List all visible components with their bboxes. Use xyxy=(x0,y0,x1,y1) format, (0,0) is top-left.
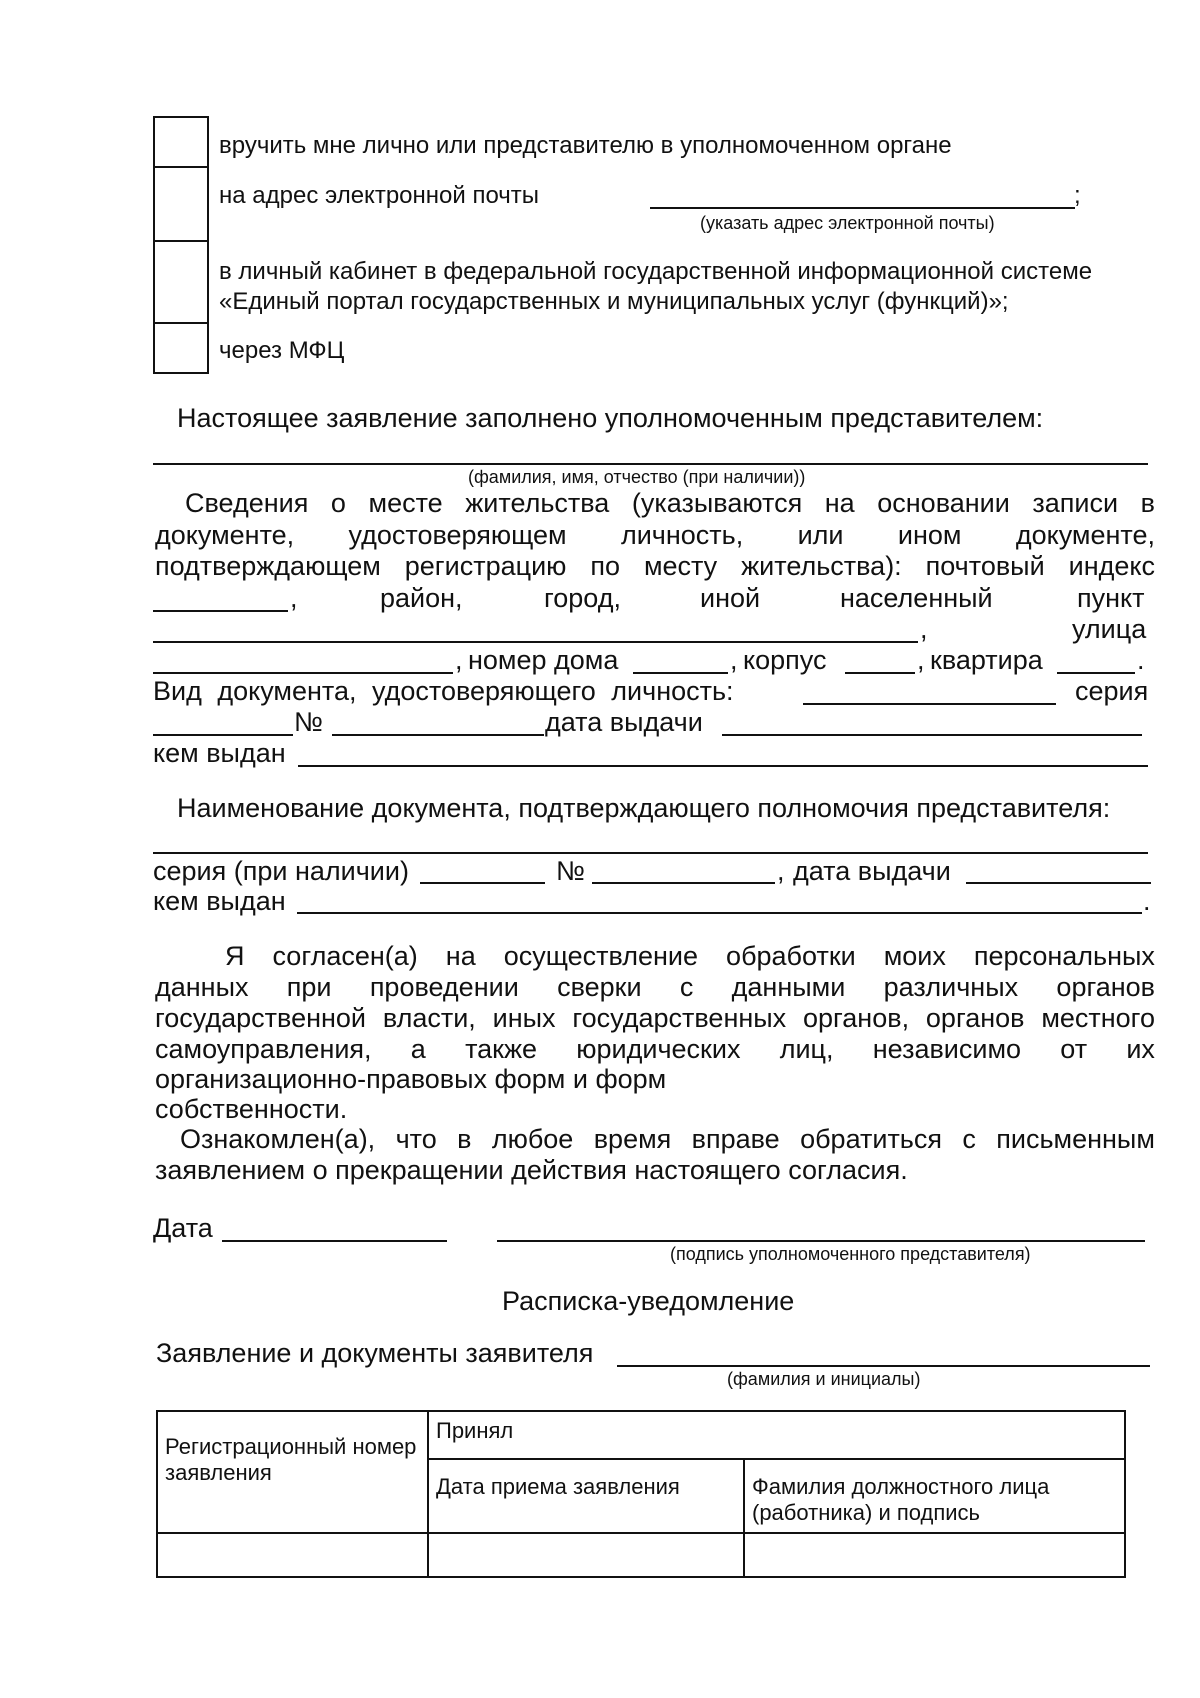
authority-number-sign: № xyxy=(556,856,585,886)
authority-seriya-label: серия (при наличии) xyxy=(153,856,409,886)
date-input-line[interactable] xyxy=(222,1240,447,1242)
option-in-person-label: вручить мне лично или представителю в уполномоченном органе xyxy=(219,132,952,159)
signature-hint: (подпись уполномоченного представителя) xyxy=(670,1244,1031,1264)
option-mfc-label: через МФЦ xyxy=(219,337,345,364)
authority-issued-by-input-line[interactable] xyxy=(297,912,1142,914)
signature-input-line[interactable] xyxy=(497,1240,1145,1242)
authority-seriya-input-line[interactable] xyxy=(420,882,545,884)
consent-line-5: организационно-правовых форм и форм xyxy=(155,1064,667,1094)
reg-number-cell[interactable] xyxy=(157,1533,428,1577)
official-cell[interactable] xyxy=(744,1533,1125,1577)
representative-heading: Настоящее заявление заполнено уполномоченным представителем: xyxy=(177,403,1044,433)
date-received-header: Дата приема заявления xyxy=(428,1459,744,1533)
consent-line-4: самоуправления, а также юридических лиц, независимо от их xyxy=(155,1034,1155,1064)
checkbox-email[interactable] xyxy=(153,166,209,242)
other-label: иной xyxy=(700,583,761,613)
house-label: номер дома xyxy=(468,645,619,675)
house-input-line[interactable] xyxy=(633,672,728,674)
kvartira-label: квартира xyxy=(930,645,1043,675)
seriya-input-line[interactable] xyxy=(153,734,293,736)
date-received-cell[interactable] xyxy=(428,1533,744,1577)
korpus-input-line[interactable] xyxy=(845,672,915,674)
postal-index-line[interactable] xyxy=(153,610,288,612)
issued-by-label: кем выдан xyxy=(153,738,286,768)
checkbox-gosuslugi[interactable] xyxy=(153,240,209,324)
authority-date-label: дата выдачи xyxy=(793,856,951,886)
option-gosuslugi-label-1: в личный кабинет в федеральной государственной информационной системе xyxy=(219,258,1093,285)
receipt-table xyxy=(156,1410,1126,1578)
point-label: пункт xyxy=(1077,583,1145,613)
authority-doc-heading: Наименование документа, подтверждающего полномочия представителя: xyxy=(177,793,1111,823)
kvartira-input-line[interactable] xyxy=(1057,672,1135,674)
email-hint: (указать адрес электронной почты) xyxy=(700,213,995,233)
street-input-line[interactable] xyxy=(153,672,453,674)
checkbox-mfc[interactable] xyxy=(153,322,209,374)
settlement-input-line[interactable] xyxy=(153,641,918,643)
residence-line-1: Сведения о месте жительства (указываются на основании записи в xyxy=(185,488,1155,518)
residence-line-3: подтверждающем регистрацию по месту жительства): почтовый индекс xyxy=(155,551,1155,581)
authority-issued-by-label: кем выдан xyxy=(153,886,286,916)
accepted-header: Принял xyxy=(428,1411,1125,1459)
street-label: улица xyxy=(1072,614,1147,644)
consent-line-3: государственной власти, иных государственных органов, органов местного xyxy=(155,1003,1155,1033)
ack-line-1: Ознакомлен(а), что в любое время вправе обратиться с письменным xyxy=(180,1124,1155,1154)
authority-date-input-line[interactable] xyxy=(966,882,1151,884)
consent-line-2: данных при проведении сверки с данными различных органов xyxy=(155,972,1155,1002)
city-label: город, xyxy=(544,583,621,613)
district-label: район, xyxy=(380,583,463,613)
reg-number-header: Регистрационный номер заявления xyxy=(157,1411,428,1533)
number-input-line[interactable] xyxy=(332,734,544,736)
id-doc-input-line[interactable] xyxy=(803,703,1056,705)
id-doc-label: Вид документа, удостоверяющего личность: xyxy=(153,676,734,706)
residence-line-2: документе, удостоверяющем личность, или ином документе, xyxy=(155,520,1155,550)
ack-line-2: заявлением о прекращении действия настоящего согласия. xyxy=(155,1155,908,1185)
consent-line-1: Я согласен(а) на осуществление обработки моих персональных xyxy=(225,941,1155,971)
consent-line-6: собственности. xyxy=(155,1094,348,1124)
option-gosuslugi-label-2: «Единый портал государственных и муниципальных услуг (функций)»; xyxy=(219,288,1009,315)
email-input-line[interactable] xyxy=(650,207,1075,209)
applicant-label: Заявление и документы заявителя xyxy=(156,1338,594,1368)
date-issued-label: дата выдачи xyxy=(545,707,703,737)
representative-name-hint: (фамилия, имя, отчество (при наличии)) xyxy=(468,467,806,487)
applicant-input-line[interactable] xyxy=(617,1365,1150,1367)
number-sign: № xyxy=(294,707,323,737)
checkbox-in-person[interactable] xyxy=(153,116,209,168)
date-issued-input-line[interactable] xyxy=(722,734,1142,736)
option-email-label: на адрес электронной почты xyxy=(219,182,540,209)
receipt-title: Расписка-уведомление xyxy=(502,1286,795,1316)
settlement-label: населенный xyxy=(840,583,993,613)
seriya-label: серия xyxy=(1075,676,1149,706)
email-semicolon: ; xyxy=(1074,182,1081,209)
authority-doc-input-line[interactable] xyxy=(153,852,1148,854)
korpus-label: корпус xyxy=(743,645,827,675)
date-label: Дата xyxy=(153,1213,213,1243)
representative-name-line[interactable] xyxy=(153,463,1148,465)
issued-by-input-line[interactable] xyxy=(298,765,1148,767)
official-header: Фамилия должностного лица (работника) и подпись xyxy=(744,1459,1125,1533)
authority-number-input-line[interactable] xyxy=(592,882,775,884)
applicant-hint: (фамилия и инициалы) xyxy=(727,1369,921,1389)
